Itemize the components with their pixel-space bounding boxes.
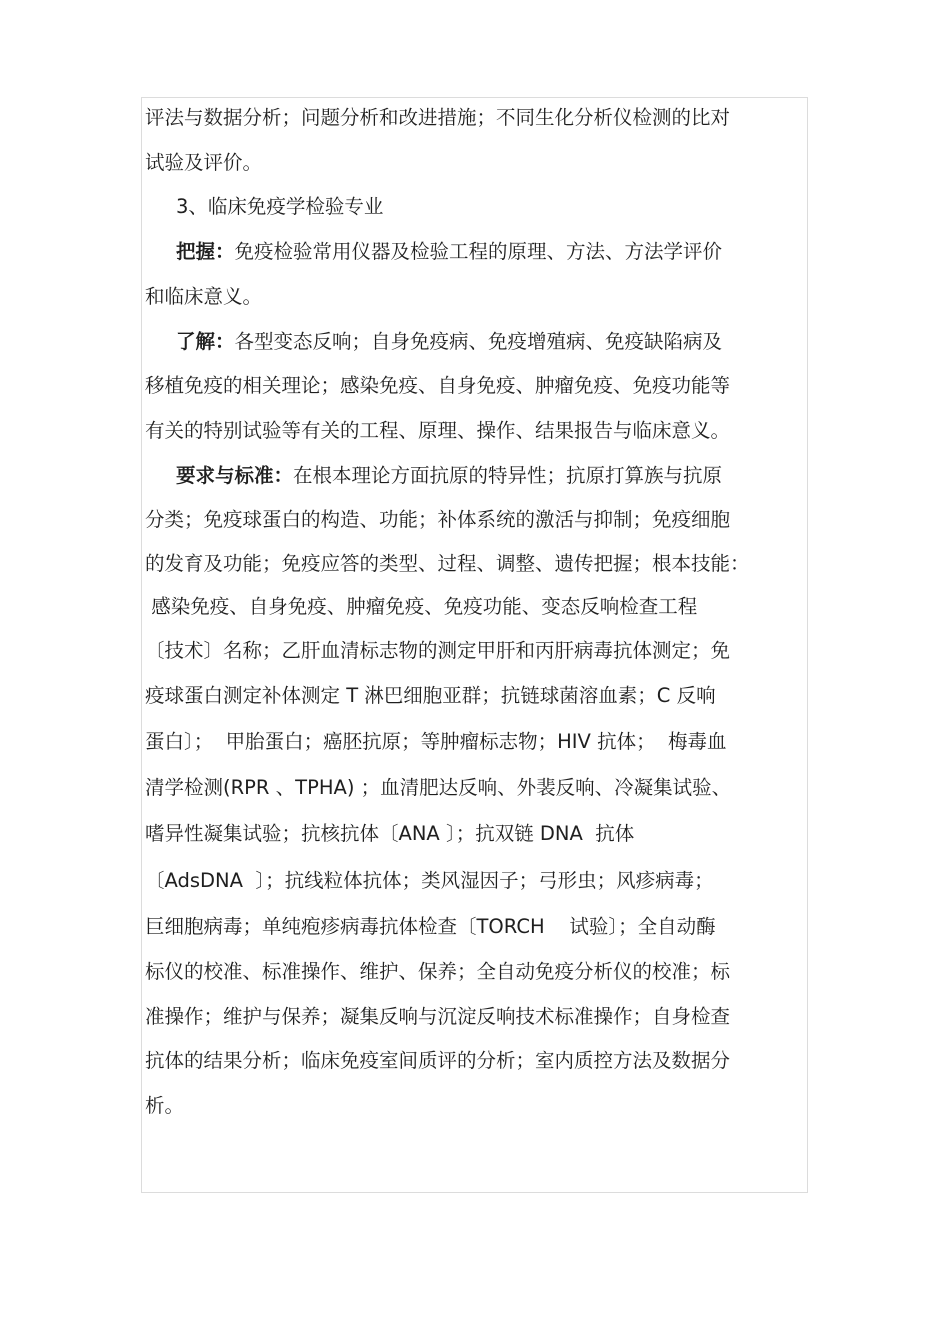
label-master: 把握：: [176, 240, 235, 263]
text-line: 析。: [145, 1094, 185, 1117]
text-line: 〔AdsDNA 〕；抗线粒体抗体；类风湿因子；弓形虫；风疹病毒；: [145, 869, 714, 892]
text-line: 抗体的结果分析；临床免疫室间质评的分析；室内质控方法及数据分: [145, 1049, 731, 1072]
text-span: 在根本理论方面抗原的特异性；抗原打算族与抗原: [293, 464, 723, 487]
text-line: [145, 327, 722, 357]
text-line: 有关的特别试验等有关的工程、原理、操作、结果报告与临床意义。: [145, 419, 731, 442]
section-heading: 3、临床免疫学检验专业: [176, 195, 384, 218]
text-span: 各型变态反响；自身免疫病、免疫增殖病、免疫缺陷病及: [234, 330, 723, 353]
text-line: 准操作；维护与保养；凝集反响与沉淀反响技术标准操作；自身检查: [145, 1005, 731, 1028]
text-line: 嗜异性凝集试验；抗核抗体〔ANA 〕；抗双链 DNA 抗体: [145, 822, 635, 845]
label-understand: 了解：: [176, 330, 235, 353]
text-span: 免疫检验常用仪器及检验工程的原理、方法、方法学评价: [234, 240, 723, 263]
text-line: 巨细胞病毒；单纯疱疹病毒抗体检查〔TORCH 试验〕；全自动酶: [145, 915, 716, 938]
text-line: 评法与数据分析；问题分析和改进措施；不同生化分析仪检测的比对: [145, 106, 731, 129]
text-line: [145, 461, 722, 491]
text-line: 和临床意义。: [145, 285, 263, 308]
label-requirements: 要求与标准：: [176, 464, 294, 487]
text-line: 标仪的校准、标准操作、维护、保养；全自动免疫分析仪的校准；标: [145, 960, 731, 983]
text-line: 移植免疫的相关理论；感染免疫、自身免疫、肿瘤免疫、免疫功能等: [145, 374, 731, 397]
text-line: [145, 237, 722, 267]
text-line: 〔技术〕名称；乙肝血清标志物的测定甲肝和丙肝病毒抗体测定；免: [145, 639, 731, 662]
text-line: 感染免疫、自身免疫、肿瘤免疫、免疫功能、变态反响检查工程: [145, 595, 698, 618]
text-line: 清学检测(RPR 、TPHA) ；血清肥达反响、外裴反响、冷凝集试验、: [145, 776, 732, 799]
text-line: 疫球蛋白测定补体测定 T 淋巴细胞亚群；抗链球菌溶血素；C 反响: [145, 684, 716, 707]
text-line: 蛋白〕； 甲胎蛋白；癌胚抗原；等肿瘤标志物；HIV 抗体； 梅毒血: [145, 730, 727, 753]
text-line: 分类；免疫球蛋白的构造、功能；补体系统的激活与抑制；免疫细胞: [145, 508, 731, 531]
text-line: 试验及评价。: [145, 151, 263, 174]
text-line: 的发育及功能；免疫应答的类型、过程、调整、遗传把握；根本技能：: [145, 552, 750, 575]
